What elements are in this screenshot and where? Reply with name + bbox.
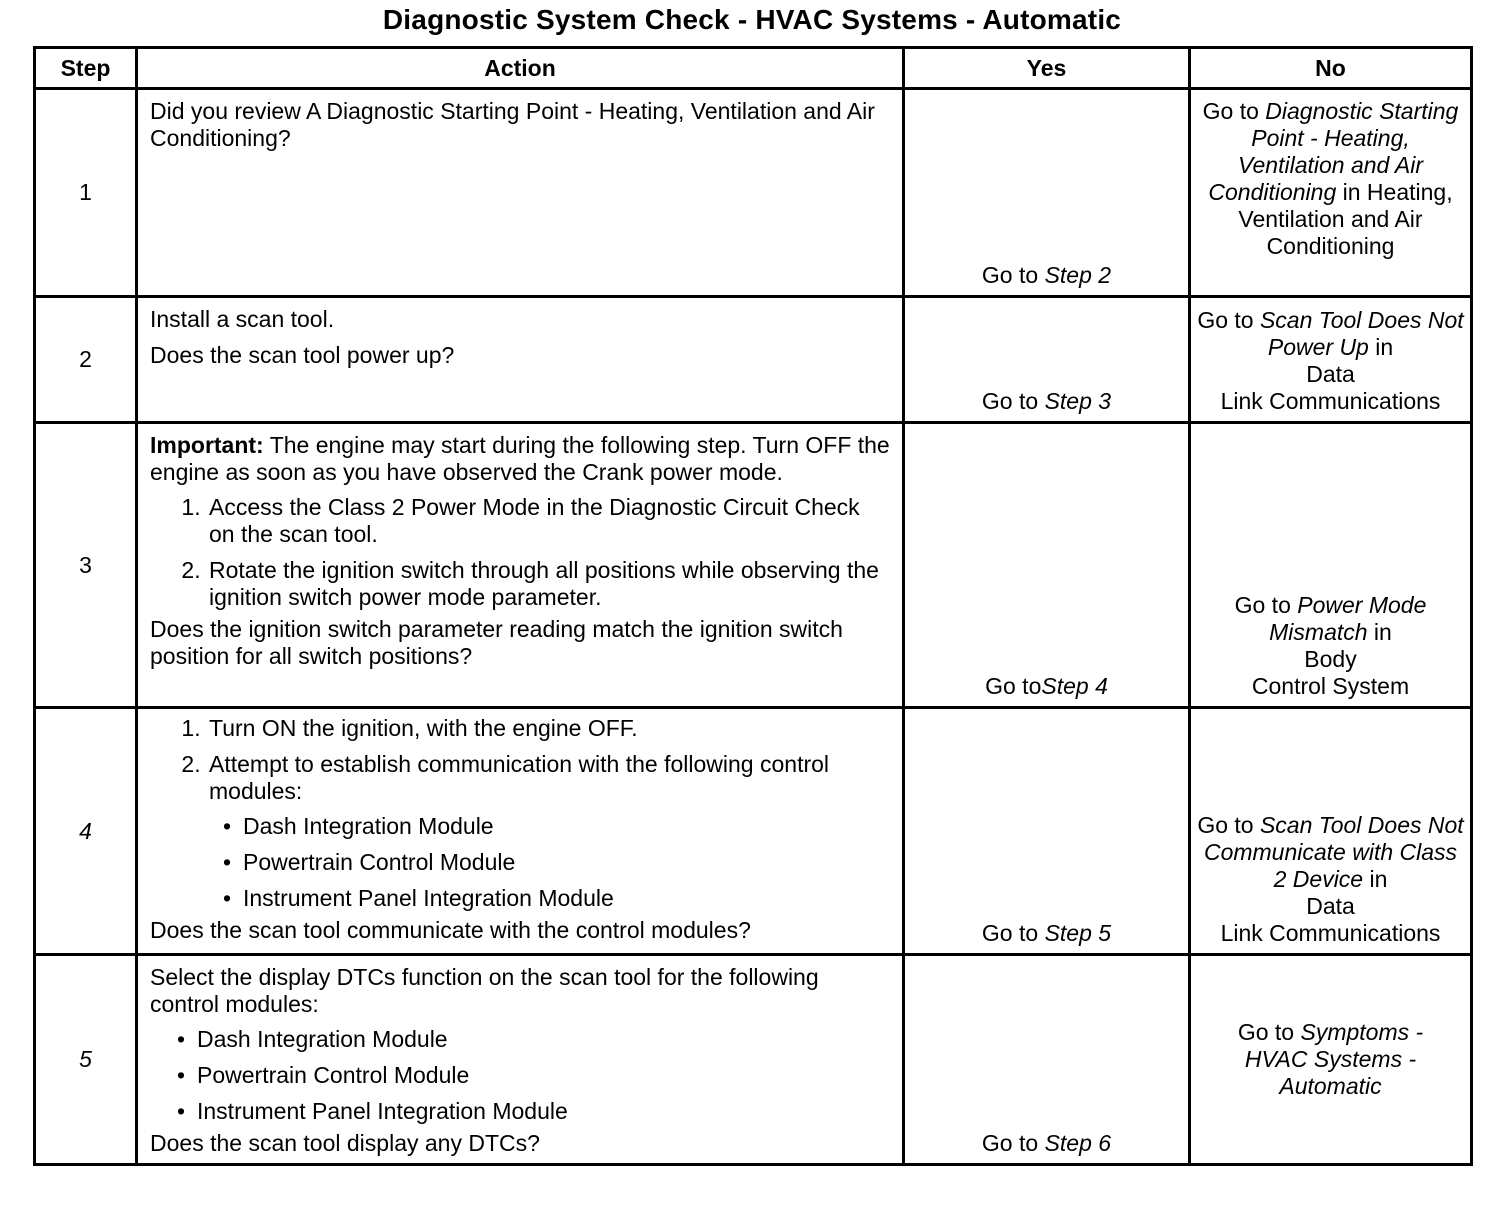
header-no: No <box>1190 48 1472 89</box>
yes-step-link[interactable]: Step 6 <box>1044 1130 1112 1156</box>
no-suffix: in <box>1363 866 1388 892</box>
yes-cell <box>904 708 1190 955</box>
no-manual-line: Data <box>1306 893 1355 919</box>
no-suffix: in <box>1367 619 1392 645</box>
no-prefix: Go to <box>1197 812 1260 838</box>
bullet-icon: • <box>177 1026 186 1052</box>
bullet-icon: • <box>223 849 232 875</box>
list-item: 2. Attempt to establish communication with the following control modules: • Dash Integration Module • Powertrain Control Module • Instrument Panel Integration Module <box>207 751 890 912</box>
yes-prefix: Go to <box>981 920 1045 946</box>
action-question: Does the scan tool communicate with the control modules? <box>150 917 751 943</box>
list-item: • Instrument Panel Integration Module <box>177 1098 568 1124</box>
list-item: • Dash Integration Module <box>223 813 494 839</box>
yes-step-link[interactable]: Step 3 <box>1044 388 1112 414</box>
step-number: 5 <box>35 955 137 1165</box>
yes-cell <box>904 89 1190 297</box>
header-yes: Yes <box>904 48 1190 89</box>
table-row <box>35 297 1472 423</box>
no-manual-line: Body <box>1304 646 1357 672</box>
action-question: Does the scan tool display any DTCs? <box>150 1130 540 1156</box>
no-manual-line: Link Communications <box>1220 388 1441 414</box>
no-prefix: Go to <box>1197 307 1260 333</box>
yes-cell <box>904 297 1190 423</box>
yes-cell <box>904 423 1190 708</box>
action-question: Does the scan tool power up? <box>150 342 455 368</box>
list-item: • Powertrain Control Module <box>223 849 516 875</box>
no-reference-link[interactable]: Scan Tool Does Not Communicate with Class 2 Device <box>1203 812 1464 892</box>
list-item: 1. Turn ON the ignition, with the engine OFF. <box>207 715 890 742</box>
table-row <box>35 89 1472 297</box>
important-text: The engine may start during the following step. Turn OFF the engine as soon as you have observed the Crank power mode. <box>150 432 890 485</box>
action-cell <box>137 297 904 423</box>
no-cell <box>1190 955 1472 1165</box>
list-item: • Instrument Panel Integration Module <box>223 885 614 911</box>
yes-prefix: Go to <box>985 673 1042 699</box>
no-prefix: Go to <box>1237 1019 1301 1045</box>
action-cell <box>137 708 904 955</box>
no-suffix: in <box>1368 334 1394 360</box>
no-prefix: Go to <box>1234 592 1298 618</box>
step-number: 2 <box>35 297 137 423</box>
no-cell <box>1190 297 1472 423</box>
yes-cell <box>904 955 1190 1165</box>
list-item: 2. Rotate the ignition switch through all positions while observing the ignition switch power mode parameter. <box>207 557 890 611</box>
action-text: Select the display DTCs function on the scan tool for the following control modules: <box>150 964 819 1017</box>
module-list <box>175 1026 890 1125</box>
yes-step-link[interactable]: Step 5 <box>1044 920 1112 946</box>
bullet-icon: • <box>223 885 232 911</box>
list-item: • Powertrain Control Module <box>177 1062 470 1088</box>
important-note <box>150 432 890 486</box>
no-cell <box>1190 89 1472 297</box>
procedure-list <box>150 494 890 611</box>
bullet-icon: • <box>177 1098 186 1124</box>
table-row <box>35 423 1472 708</box>
no-manual-line: Control System <box>1251 673 1410 699</box>
no-reference-link[interactable]: Power Mode Mismatch <box>1269 592 1427 645</box>
step-number: 4 <box>35 708 137 955</box>
no-reference-link[interactable]: Scan Tool Does Not Power Up <box>1259 307 1464 360</box>
step-number: 1 <box>35 89 137 297</box>
no-reference-link[interactable]: Symptoms - HVAC Systems - Automatic <box>1244 1019 1424 1099</box>
no-prefix: Go to <box>1202 98 1266 124</box>
action-text: Did you review A Diagnostic Starting Point - Heating, Ventilation and Air Conditioning? <box>150 98 875 151</box>
important-label: Important: <box>150 432 264 458</box>
action-cell <box>137 89 904 297</box>
table-row <box>35 708 1472 955</box>
header-step: Step <box>35 48 137 89</box>
action-cell <box>137 955 904 1165</box>
no-cell <box>1190 708 1472 955</box>
table-row <box>35 955 1472 1165</box>
bullet-icon: • <box>223 813 232 839</box>
procedure-list <box>150 715 890 912</box>
yes-prefix: Go to <box>981 1130 1045 1156</box>
module-list <box>221 813 890 912</box>
no-manual-line: Link Communications <box>1220 920 1441 946</box>
list-item: 1. Access the Class 2 Power Mode in the Diagnostic Circuit Check on the scan tool. <box>207 494 890 548</box>
header-action: Action <box>137 48 904 89</box>
step-number: 3 <box>35 423 137 708</box>
action-cell <box>137 423 904 708</box>
no-cell <box>1190 423 1472 708</box>
no-suffix: in Heating, Ventilation and Air Conditioning <box>1238 179 1453 259</box>
no-reference-link[interactable]: Diagnostic Starting Point - Heating, Ventilation and Air Conditioning <box>1208 98 1459 205</box>
action-text: Install a scan tool. <box>150 306 335 332</box>
diagnostic-table <box>33 46 1473 1166</box>
yes-step-link[interactable]: Step 4 <box>1041 673 1108 699</box>
list-item: • Dash Integration Module <box>177 1026 448 1052</box>
yes-prefix: Go to <box>981 262 1045 288</box>
no-manual-line: Data <box>1306 361 1355 387</box>
page-title: Diagnostic System Check - HVAC Systems - Automatic <box>382 4 1122 35</box>
header-row <box>35 48 1472 89</box>
bullet-icon: • <box>177 1062 186 1088</box>
yes-prefix: Go to <box>981 388 1045 414</box>
yes-step-link[interactable]: Step 2 <box>1044 262 1112 288</box>
action-question: Does the ignition switch parameter reading match the ignition switch position for all switch positions? <box>150 616 843 669</box>
